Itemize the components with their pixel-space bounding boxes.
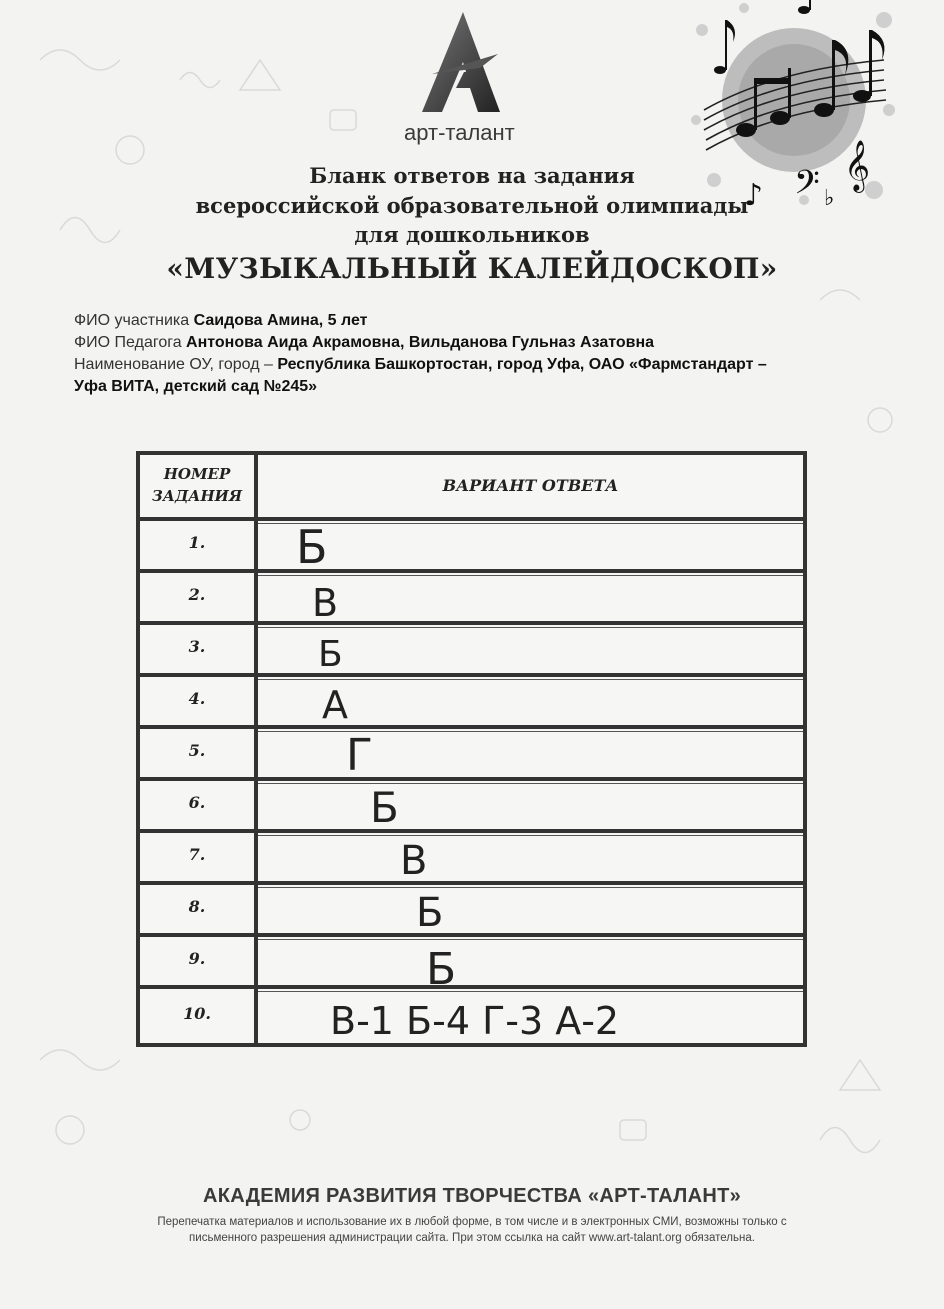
header-number-line-1: НОМЕР: [163, 465, 231, 483]
org-label: Наименование ОУ, город –: [74, 356, 278, 373]
org-value-1: Республика Башкортостан, город Уфа, ОАО «Фармстандарт –: [277, 356, 767, 373]
table-row: [140, 829, 803, 881]
footer-note-line-2: письменного разрешения администрации сайта. При этом ссылка на сайт www.art-talant.org обязательна.: [189, 1232, 755, 1244]
table-row: [140, 569, 803, 621]
table-row: [140, 673, 803, 725]
task-number: 5.: [140, 725, 258, 777]
task-number: 3.: [140, 621, 258, 673]
task-number: 2.: [140, 569, 258, 621]
answer-5: Г: [346, 730, 373, 781]
svg-text:♭: ♭: [824, 186, 835, 210]
task-number: 9.: [140, 933, 258, 985]
answer-6: Б: [370, 783, 399, 832]
task-number: 8.: [140, 881, 258, 933]
answer-3: Б: [318, 634, 343, 675]
title-line-3: для дошкольников: [354, 222, 590, 247]
answer-10: В-1 Б-4 Г-3 А-2: [330, 999, 620, 1043]
answer-2: В: [312, 581, 339, 625]
participant-value: Саидова Амина, 5 лет: [193, 312, 368, 329]
title-line-2: всероссийской образовательной олимпиады: [195, 193, 749, 218]
answer-1: Б: [296, 520, 328, 574]
teacher-label: ФИО Педагога: [74, 334, 187, 351]
table-row: [140, 621, 803, 673]
olympiad-name: «МУЗЫКАЛЬНЫЙ КАЛЕЙДОСКОП»: [166, 252, 778, 285]
teacher-value: Антонова Аида Акрамовна, Вильданова Гульназ Азатовна: [186, 334, 655, 351]
table-row: [140, 725, 803, 777]
task-number: 6.: [140, 777, 258, 829]
header-answer-variant: ВАРИАНТ ОТВЕТА: [442, 476, 619, 495]
table-row: [140, 881, 803, 933]
answers-table: [136, 451, 807, 1047]
answer-7: В: [400, 838, 428, 884]
task-number: 1.: [140, 517, 258, 569]
table-row: [140, 777, 803, 829]
answer-9: Б: [426, 944, 457, 995]
table-row: [140, 985, 803, 1043]
task-number: 10.: [140, 985, 258, 1043]
teacher-line: [74, 332, 874, 354]
org-value-2: Уфа ВИТА, детский сад №245»: [74, 378, 318, 395]
logo-brand-text: арт-талант: [404, 120, 515, 145]
footer-copyright-note: [100, 1214, 844, 1246]
title-line-1: Бланк ответов на задания: [309, 163, 635, 188]
art-talant-logo-icon: [418, 8, 508, 116]
participant-info: [74, 310, 874, 398]
svg-text:𝄞: 𝄞: [844, 140, 871, 191]
footer-note-line-1: Перепечатка материалов и использование их в любой форме, в том числе и в электронных СМИ, возможны только с: [157, 1216, 787, 1228]
table-row: [140, 933, 803, 985]
answer-8: Б: [416, 890, 444, 936]
svg-text:♪: ♪: [744, 178, 764, 210]
participant-line: [74, 310, 874, 332]
task-number: 4.: [140, 673, 258, 725]
svg-text:𝄢: 𝄢: [794, 164, 820, 210]
header-number-line-2: ЗАДАНИЯ: [151, 487, 243, 505]
table-row: [140, 517, 803, 569]
header-task-number: [140, 455, 258, 517]
answer-4: А: [322, 683, 348, 727]
org-line-2: [74, 376, 874, 398]
org-line: [74, 354, 874, 376]
task-number: 7.: [140, 829, 258, 881]
participant-label: ФИО участника: [74, 312, 194, 329]
footer-academy-title: АКАДЕМИЯ РАЗВИТИЯ ТВОРЧЕСТВА «АРТ-ТАЛАНТ»: [202, 1185, 742, 1207]
